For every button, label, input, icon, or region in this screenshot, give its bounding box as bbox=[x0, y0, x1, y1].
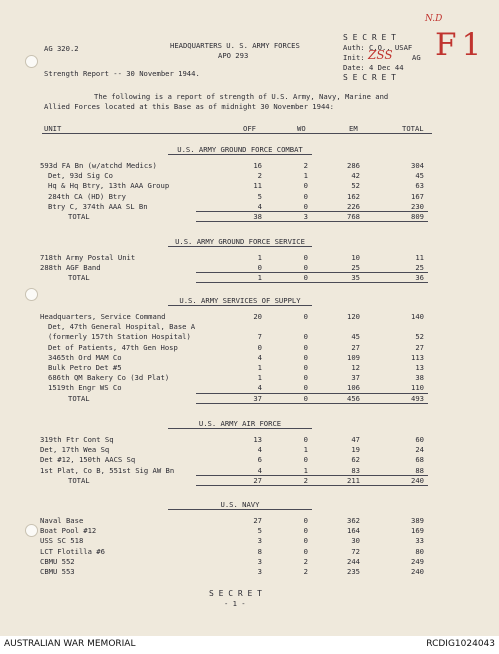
cell-total: 27 bbox=[415, 342, 424, 352]
cell-off: 13 bbox=[253, 435, 262, 444]
cell-wo: 2 bbox=[303, 567, 308, 576]
table-row-name: Naval Base bbox=[40, 516, 84, 525]
file-number: AG 320.2 bbox=[44, 44, 79, 53]
total-row-label: TOTAL bbox=[68, 273, 90, 283]
cell-off: 0 bbox=[257, 342, 262, 352]
cell-off: 3 bbox=[257, 567, 262, 576]
cell-off: 7 bbox=[257, 332, 262, 342]
table-row-name: Det, 17th Wea Sq bbox=[40, 445, 110, 455]
cell-em: 12 bbox=[351, 363, 360, 372]
date-line: Date: 4 Dec 44 bbox=[343, 63, 404, 72]
cell-em: 164 bbox=[347, 526, 360, 536]
cell-wo: 0 bbox=[303, 312, 308, 321]
cell-wo: 1 bbox=[303, 465, 308, 475]
cell-wo: 3 bbox=[303, 212, 308, 221]
cell-total: 167 bbox=[411, 191, 424, 201]
total-rule bbox=[196, 485, 428, 486]
cell-wo: 1 bbox=[303, 445, 308, 455]
cell-off: 3 bbox=[257, 556, 262, 566]
cell-total: 68 bbox=[415, 455, 424, 465]
table-row-name: Boat Pool #12 bbox=[40, 526, 97, 536]
cell-em: 10 bbox=[351, 253, 360, 262]
init-suffix: AG bbox=[412, 53, 421, 62]
total-row-label: TOTAL bbox=[68, 475, 90, 485]
total-row-label: TOTAL bbox=[68, 393, 90, 403]
section-title-underline bbox=[168, 428, 312, 429]
cell-off: 16 bbox=[253, 161, 262, 170]
apo-number: APO 293 bbox=[218, 51, 249, 60]
cell-off: 1 bbox=[257, 373, 262, 383]
cell-em: 362 bbox=[347, 516, 360, 525]
cell-total: 240 bbox=[411, 475, 424, 485]
cell-total: 80 bbox=[415, 546, 424, 556]
cell-off: 4 bbox=[257, 465, 262, 475]
column-header-off: OFF bbox=[243, 124, 256, 133]
cell-wo: 0 bbox=[303, 516, 308, 525]
cell-total: 88 bbox=[415, 465, 424, 475]
handwritten-note: N.D bbox=[425, 14, 443, 24]
page-number: - 1 - bbox=[224, 599, 246, 608]
secret-stamp-top: S E C R E T bbox=[343, 33, 396, 42]
column-header-total: TOTAL bbox=[402, 124, 424, 133]
cell-em: 19 bbox=[351, 445, 360, 455]
cell-off: 5 bbox=[257, 526, 262, 536]
table-row-name: Det #12, 150th AACS Sq bbox=[40, 455, 136, 465]
table-row-name: 1st Plat, Co B, 551st Sig AW Bn bbox=[40, 465, 175, 475]
table-row-name: Btry C, 374th AAA SL Bn bbox=[48, 201, 148, 211]
table-row-name: 1519th Engr WS Co bbox=[48, 383, 122, 393]
cell-em: 83 bbox=[351, 465, 360, 475]
subtotal-rule bbox=[196, 475, 428, 476]
total-row-label: TOTAL bbox=[68, 212, 90, 221]
cell-em: 162 bbox=[347, 191, 360, 201]
section-title: U.S. ARMY SERVICES OF SUPPLY bbox=[179, 296, 301, 305]
secret-stamp-bottom: S E C R E T bbox=[209, 589, 262, 598]
cell-em: 235 bbox=[347, 567, 360, 576]
table-row-name: 593d FA Bn (w/atchd Medics) bbox=[40, 161, 157, 170]
cell-em: 286 bbox=[347, 161, 360, 170]
total-rule bbox=[196, 282, 428, 283]
cell-total: 113 bbox=[411, 352, 424, 362]
table-row-name: 284th CA (HD) Btry bbox=[48, 191, 126, 201]
table-row-name: CBMU 553 bbox=[40, 567, 75, 576]
section-title-underline bbox=[168, 246, 312, 247]
cell-total: 493 bbox=[411, 393, 424, 403]
table-row-name: CBMU 552 bbox=[40, 556, 75, 566]
init-signature: ZSS bbox=[368, 48, 393, 62]
intro-line-1: The following is a report of strength of U.S. Army, Navy, Marine and bbox=[94, 92, 389, 101]
cell-off: 38 bbox=[253, 212, 262, 221]
cell-em: 109 bbox=[347, 352, 360, 362]
table-row-name: LCT Flotilla #6 bbox=[40, 546, 105, 556]
cell-em: 25 bbox=[351, 263, 360, 273]
cell-off: 0 bbox=[257, 263, 262, 273]
section-title-underline bbox=[168, 509, 312, 510]
cell-em: 45 bbox=[351, 332, 360, 342]
table-row-name: 718th Army Postal Unit bbox=[40, 253, 136, 262]
section-title: U.S. ARMY GROUND FORCE COMBAT bbox=[177, 145, 303, 154]
cell-wo: 0 bbox=[303, 363, 308, 372]
archive-id: RCDIG1024043 bbox=[426, 639, 495, 649]
cell-total: 249 bbox=[411, 556, 424, 566]
cell-off: 27 bbox=[253, 516, 262, 525]
cell-total: 304 bbox=[411, 161, 424, 170]
cell-em: 120 bbox=[347, 312, 360, 321]
cell-off: 4 bbox=[257, 383, 262, 393]
cell-total: 38 bbox=[415, 373, 424, 383]
table-row-name: 288th AGF Band bbox=[40, 263, 101, 273]
cell-total: 140 bbox=[411, 312, 424, 321]
cell-total: 169 bbox=[411, 526, 424, 536]
cell-wo: 0 bbox=[303, 435, 308, 444]
table-row-name: Det, 93d Sig Co bbox=[48, 171, 113, 181]
archive-name: AUSTRALIAN WAR MEMORIAL bbox=[4, 639, 136, 649]
column-header-em: EM bbox=[349, 124, 358, 133]
subtotal-rule bbox=[196, 211, 428, 212]
auth-line: Auth: C.O., USAF bbox=[343, 43, 413, 52]
cell-total: 45 bbox=[415, 171, 424, 181]
cell-total: 63 bbox=[415, 181, 424, 191]
cell-wo: 0 bbox=[303, 263, 308, 273]
cell-wo: 0 bbox=[303, 373, 308, 383]
cell-total: 36 bbox=[415, 273, 424, 283]
table-row-name: Hq & Hq Btry, 13th AAA Group bbox=[48, 181, 170, 191]
cell-total: 24 bbox=[415, 445, 424, 455]
punch-hole bbox=[25, 55, 38, 68]
init-label: Init: bbox=[343, 53, 365, 62]
cell-off: 4 bbox=[257, 445, 262, 455]
cell-off: 2 bbox=[257, 171, 262, 181]
cell-off: 11 bbox=[253, 181, 262, 191]
cell-total: 52 bbox=[415, 332, 424, 342]
cell-wo: 0 bbox=[303, 536, 308, 546]
section-title-underline bbox=[168, 305, 312, 306]
cell-off: 1 bbox=[257, 253, 262, 262]
archive-footer bbox=[0, 636, 499, 654]
cell-wo: 2 bbox=[303, 475, 308, 485]
cell-wo: 0 bbox=[303, 352, 308, 362]
cell-em: 226 bbox=[347, 201, 360, 211]
cell-off: 1 bbox=[257, 363, 262, 372]
cell-wo: 0 bbox=[303, 455, 308, 465]
cell-total: 33 bbox=[415, 536, 424, 546]
cell-em: 244 bbox=[347, 556, 360, 566]
cell-wo: 0 bbox=[303, 191, 308, 201]
cell-off: 4 bbox=[257, 201, 262, 211]
cell-off: 27 bbox=[253, 475, 262, 485]
cell-em: 106 bbox=[347, 383, 360, 393]
cell-em: 211 bbox=[347, 475, 360, 485]
cell-total: 240 bbox=[411, 567, 424, 576]
cell-wo: 0 bbox=[303, 253, 308, 262]
cell-total: 809 bbox=[411, 212, 424, 221]
cell-total: 230 bbox=[411, 201, 424, 211]
section-title-underline bbox=[168, 154, 312, 155]
cell-em: 62 bbox=[351, 455, 360, 465]
secret-stamp-under: S E C R E T bbox=[343, 73, 396, 82]
cell-total: 389 bbox=[411, 516, 424, 525]
punch-hole bbox=[25, 524, 38, 537]
cell-wo: 0 bbox=[303, 181, 308, 191]
cell-wo: 1 bbox=[303, 171, 308, 181]
cell-wo: 0 bbox=[303, 526, 308, 536]
table-row-name: USS SC 518 bbox=[40, 536, 84, 546]
table-row-name: 319th Ftr Cont Sq bbox=[40, 435, 114, 444]
cell-wo: 0 bbox=[303, 342, 308, 352]
cell-em: 768 bbox=[347, 212, 360, 221]
cell-wo: 0 bbox=[303, 393, 308, 403]
table-row-name: Det of Patients, 47th Gen Hosp bbox=[48, 342, 178, 352]
punch-hole bbox=[25, 288, 38, 301]
cell-em: 30 bbox=[351, 536, 360, 546]
table-row-name: (formerly 157th Station Hospital) bbox=[48, 332, 191, 342]
cell-total: 110 bbox=[411, 383, 424, 393]
cell-em: 52 bbox=[351, 181, 360, 191]
handwritten-mark: F1 bbox=[435, 27, 487, 63]
cell-em: 27 bbox=[351, 342, 360, 352]
section-title: U.S. ARMY GROUND FORCE SERVICE bbox=[175, 237, 305, 246]
cell-wo: 0 bbox=[303, 201, 308, 211]
cell-off: 3 bbox=[257, 536, 262, 546]
section-title: U.S. ARMY AIR FORCE bbox=[198, 419, 282, 428]
intro-line-2: Allied Forces located at this Base as of midnight 30 November 1944: bbox=[44, 102, 334, 111]
subtotal-rule bbox=[196, 393, 428, 394]
table-row-name: 686th QM Bakery Co (3d Plat) bbox=[48, 373, 170, 383]
cell-wo: 0 bbox=[303, 546, 308, 556]
cell-off: 5 bbox=[257, 191, 262, 201]
cell-wo: 0 bbox=[303, 273, 308, 283]
cell-em: 72 bbox=[351, 546, 360, 556]
cell-total: 60 bbox=[415, 435, 424, 444]
cell-em: 42 bbox=[351, 171, 360, 181]
cell-off: 37 bbox=[253, 393, 262, 403]
cell-off: 8 bbox=[257, 546, 262, 556]
cell-em: 47 bbox=[351, 435, 360, 444]
cell-off: 1 bbox=[257, 273, 262, 283]
cell-off: 4 bbox=[257, 352, 262, 362]
cell-off: 6 bbox=[257, 455, 262, 465]
column-header-unit: UNIT bbox=[44, 124, 62, 133]
table-row-name: Det, 47th General Hospital, Base A bbox=[48, 322, 196, 332]
cell-em: 37 bbox=[351, 373, 360, 383]
total-rule bbox=[196, 403, 428, 404]
table-row-name: Bulk Petro Det #5 bbox=[48, 363, 122, 372]
cell-total: 25 bbox=[415, 263, 424, 273]
cell-off: 20 bbox=[253, 312, 262, 321]
cell-total: 13 bbox=[415, 363, 424, 372]
headquarters-title: HEADQUARTERS U. S. ARMY FORCES bbox=[170, 41, 300, 50]
column-header-wo: WO bbox=[297, 124, 306, 133]
header-rule bbox=[42, 133, 432, 134]
total-rule bbox=[196, 221, 428, 222]
cell-wo: 0 bbox=[303, 383, 308, 393]
table-row-name: 3465th Ord MAM Co bbox=[48, 352, 122, 362]
cell-total: 11 bbox=[415, 253, 424, 262]
cell-wo: 2 bbox=[303, 556, 308, 566]
cell-em: 456 bbox=[347, 393, 360, 403]
cell-em: 35 bbox=[351, 273, 360, 283]
report-title: Strength Report -- 30 November 1944. bbox=[44, 69, 200, 78]
table-row-name: Headquarters, Service Command bbox=[40, 312, 166, 321]
cell-wo: 0 bbox=[303, 332, 308, 342]
section-title: U.S. NAVY bbox=[220, 500, 260, 509]
subtotal-rule bbox=[196, 272, 428, 273]
cell-wo: 2 bbox=[303, 161, 308, 170]
